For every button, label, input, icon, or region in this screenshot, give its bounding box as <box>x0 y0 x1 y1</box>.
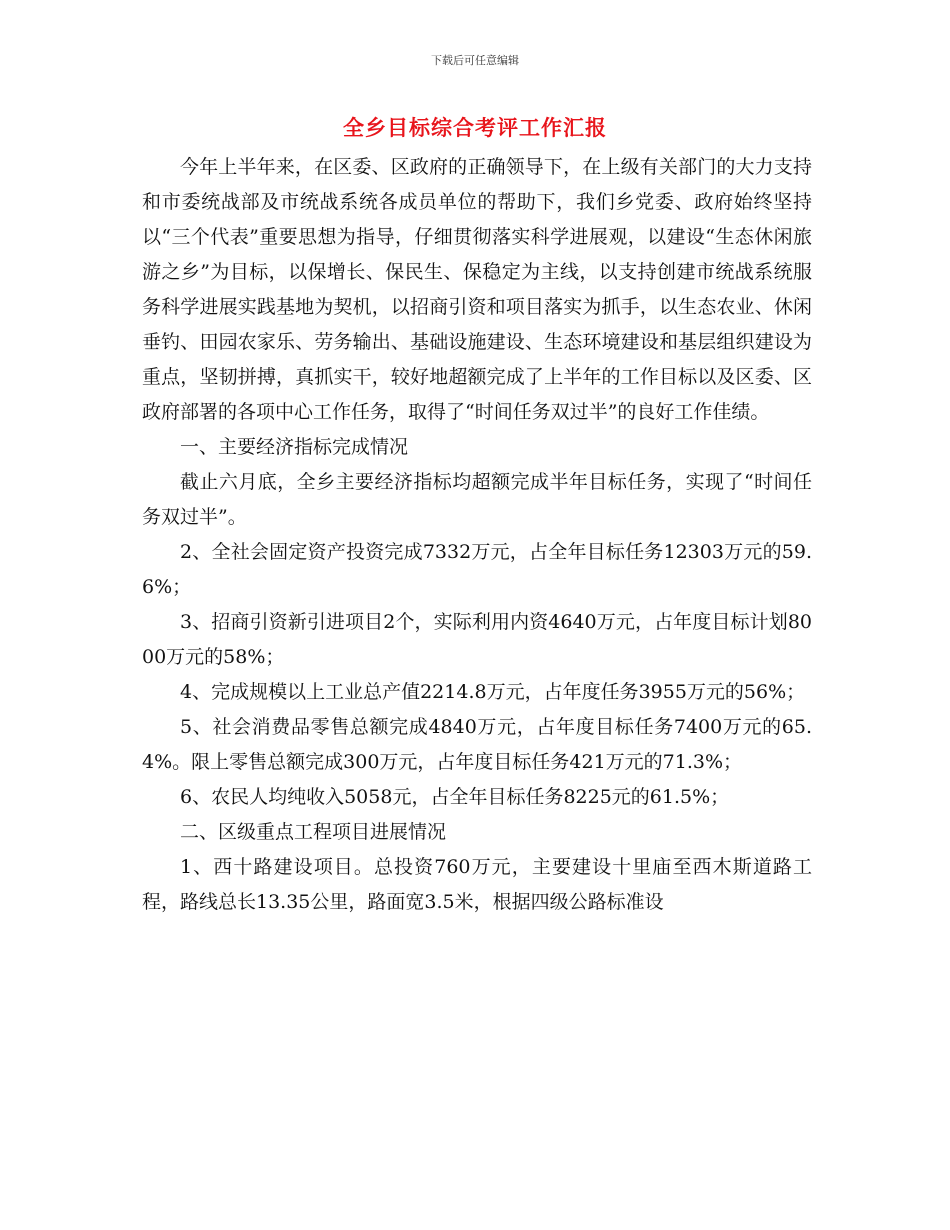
paragraph-intro: 今年上半年来，在区委、区政府的正确领导下，在上级有关部门的大力支持和市委统战部及市统战系统各成员单位的帮助下，我们乡党委、政府始终坚持以“三个代表”重要思想为指导，仔细贯彻落实科学进展观，以建设“生态休闲旅游之乡”为目标，以保增长、保民生、保稳定为主线，以支持创建市统战系统服务科学进展实践基地为契机，以招商引资和项目落实为抓手，以生态农业、休闲垂钓、田园农家乐、劳务输出、基础设施建设、生态环境建设和基层组织建设为重点，坚韧拼搏，真抓实干，较好地超额完成了上半年的工作目标以及区委、区政府部署的各项中心工作任务，取得了“时间任务双过半”的良好工作佳绩。 <box>142 156 812 423</box>
document-body <box>142 150 812 920</box>
paragraph-item-2: 2、全社会固定资产投资完成7332万元，占全年目标任务12303万元的59.6%； <box>142 541 812 598</box>
paragraph-item-6: 6、农民人均纯收入5058元，占全年目标任务8225元的61.5%； <box>180 786 730 808</box>
paragraph-summary: 截止六月底，全乡主要经济指标均超额完成半年目标任务，实现了“时间任务双过半”。 <box>142 471 812 528</box>
document-title: 全乡目标综合考评工作汇报 <box>343 116 607 140</box>
paragraph-project-1: 1、西十路建设项目。总投资760万元，主要建设十里庙至西木斯道路工程，路线总长13.35公里，路面宽3.5米，根据四级公路标准设 <box>142 856 812 913</box>
paragraph-item-3: 3、招商引资新引进项目2个，实际利用内资4640万元，占年度目标计划8000万元的58%； <box>142 611 812 668</box>
paragraph-item-4: 4、完成规模以上工业总产值2214.8万元，占年度任务3955万元的56%； <box>180 681 806 703</box>
page-header-note: 下载后可任意编辑 <box>431 54 519 67</box>
paragraph-item-5: 5、社会消费品零售总额完成4840万元，占年度目标任务7400万元的65.4%。限上零售总额完成300万元，占年度目标任务421万元的71.3%； <box>142 716 812 773</box>
section-heading-1: 一、主要经济指标完成情况 <box>180 436 409 458</box>
section-heading-2: 二、区级重点工程项目进展情况 <box>180 821 447 843</box>
